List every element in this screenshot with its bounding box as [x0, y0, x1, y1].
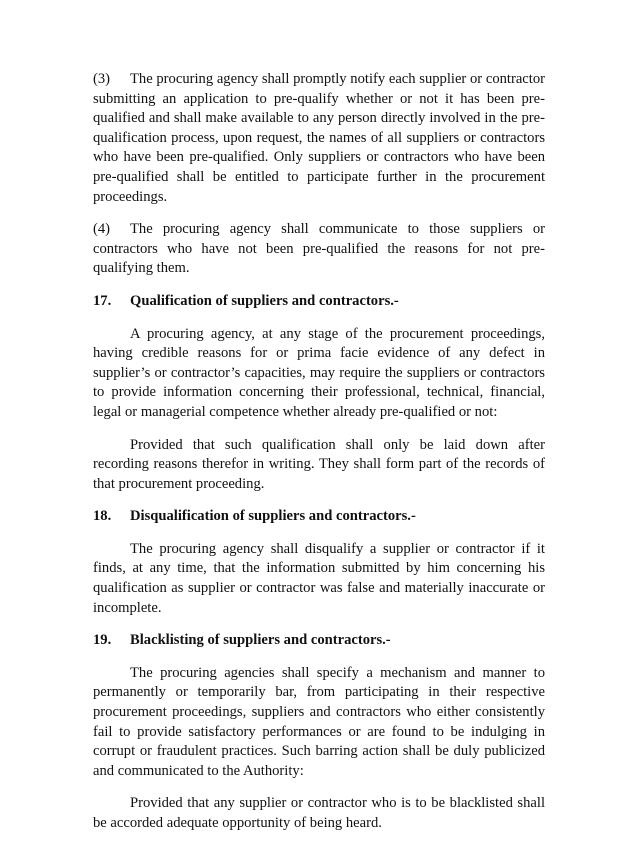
section-title: Blacklisting of suppliers and contractors.- [130, 632, 391, 649]
section-number: 17. [93, 292, 112, 309]
subsection-number: (3) [93, 71, 111, 87]
document-page [93, 70, 545, 847]
section-number: 19. [93, 632, 112, 649]
section-number: 18. [93, 508, 112, 525]
section-18-paragraph: The procuring agency shall disqualify a supplier or contractor if it finds, at any time, that the information submitted by him concerning his qualification as supplier or contractor was false and materially inaccurate or incomplete. [93, 540, 545, 616]
section-18-heading [93, 507, 545, 527]
section-17-proviso: Provided that such qualification shall only be laid down after recording reasons therefor in writing. They shall form part of the records of that procurement proceeding. [93, 436, 545, 492]
subsection-4 [93, 220, 545, 279]
section-17-heading [93, 292, 545, 312]
subsection-number: (4) [93, 221, 111, 238]
section-title: Qualification of suppliers and contractors.- [130, 292, 399, 309]
subsection-3 [93, 70, 545, 207]
subsection-text: The procuring agency shall communicate to those suppliers or contractors who have not been pre-qualified the reasons for not pre-qualifying them. [93, 221, 545, 277]
section-title: Disqualification of suppliers and contractors.- [130, 508, 416, 525]
section-19-proviso: Provided that any supplier or contractor who is to be blacklisted shall be accorded adequate opportunity of being heard. [93, 795, 545, 831]
section-17-paragraph: A procuring agency, at any stage of the procurement proceedings, having credible reasons for or prima facie evidence of any defect in supplier’s or contractor’s capacities, may require the suppliers or contractors to provide information concerning their professional, technical, financial, legal or managerial competence whether already pre-qualified or not: [93, 325, 545, 420]
section-19-paragraph: The procuring agencies shall specify a mechanism and manner to permanently or temporarily bar, from participating in their respective procurement proceedings, suppliers and contractors who either consistently fail to provide satisfactory performances or are found to be indulging in corrupt or fraudulent practices. Such barring action shall be duly publicized and communicated to the Authority: [93, 664, 545, 779]
subsection-text: The procuring agency shall promptly notify each supplier or contractor submitting an application to pre-qualify whether or not it has been pre-qualified and shall make available to any person directly involved in the pre-qualification process, upon request, the names of all suppliers or contractors who have been pre-qualified. Only suppliers or contractors who have been pre-qualified shall be entitled to participate further in the procurement proceedings. [93, 71, 545, 205]
section-19-heading [93, 631, 545, 651]
